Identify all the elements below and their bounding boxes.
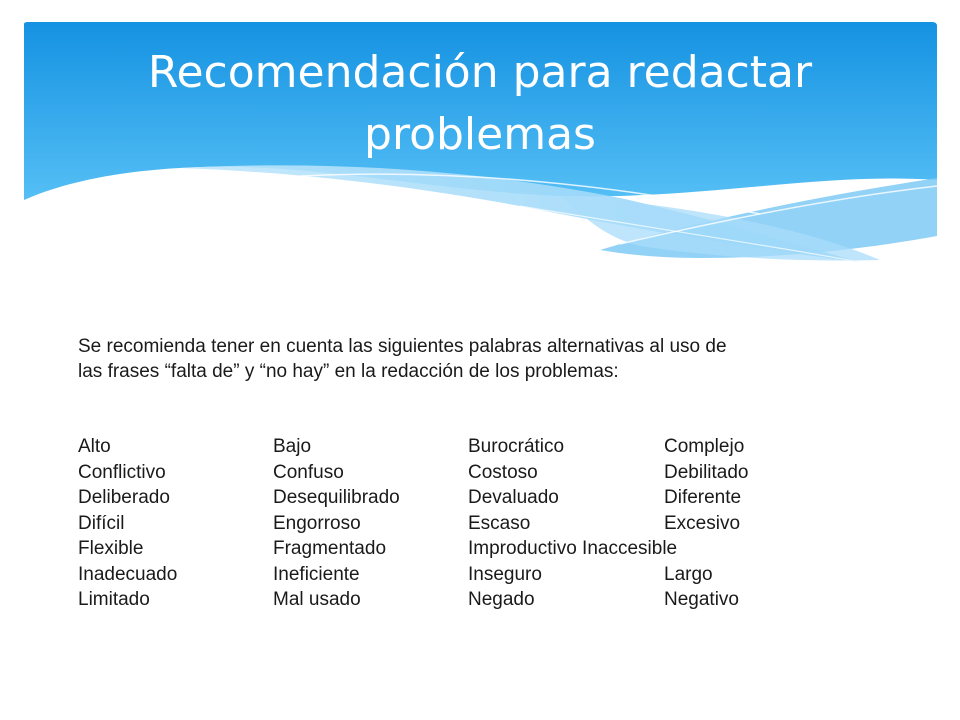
slide-title: Recomendación para redactar problemas [147, 47, 813, 160]
word: Alto [78, 436, 111, 457]
intro-text [78, 334, 878, 384]
word: Engorroso [273, 512, 361, 534]
word: Mal usado [273, 589, 361, 610]
word: Limitado [78, 589, 150, 610]
word: Complejo [664, 436, 745, 457]
word: Improductivo Inaccesible [468, 538, 678, 559]
word-column-4 [664, 434, 749, 613]
word: Conflictivo [78, 461, 166, 483]
word: Confuso [273, 461, 344, 483]
word: Burocrático [468, 436, 565, 457]
word: Deliberado [78, 487, 170, 508]
word: Bajo [273, 436, 312, 457]
word: Inseguro [468, 563, 542, 585]
word: Desequilibrado [273, 487, 400, 508]
word: Difícil [78, 512, 125, 534]
word: Fragmentado [273, 538, 387, 559]
word: Flexible [78, 538, 144, 559]
word-column-2 [273, 434, 400, 613]
word: Largo [664, 563, 713, 585]
intro-line: Se recomienda tener en cuenta las siguientes palabras alternativas al uso de [78, 336, 727, 357]
word: Excesivo [664, 512, 741, 534]
word-grid [78, 434, 798, 614]
word: Diferente [664, 487, 742, 508]
word: Inadecuado [78, 563, 178, 585]
word: Negado [468, 589, 535, 610]
word: Costoso [468, 461, 538, 483]
word: Devaluado [468, 487, 559, 508]
word: Ineficiente [273, 563, 360, 585]
word: Debilitado [664, 461, 749, 483]
word [664, 536, 749, 562]
word: Negativo [664, 589, 739, 610]
word-column-3 [468, 434, 677, 613]
word-column-1 [78, 434, 177, 613]
word: Escaso [468, 512, 531, 534]
intro-line: las frases “falta de” y “no hay” en la redacción de los problemas: [78, 361, 619, 382]
